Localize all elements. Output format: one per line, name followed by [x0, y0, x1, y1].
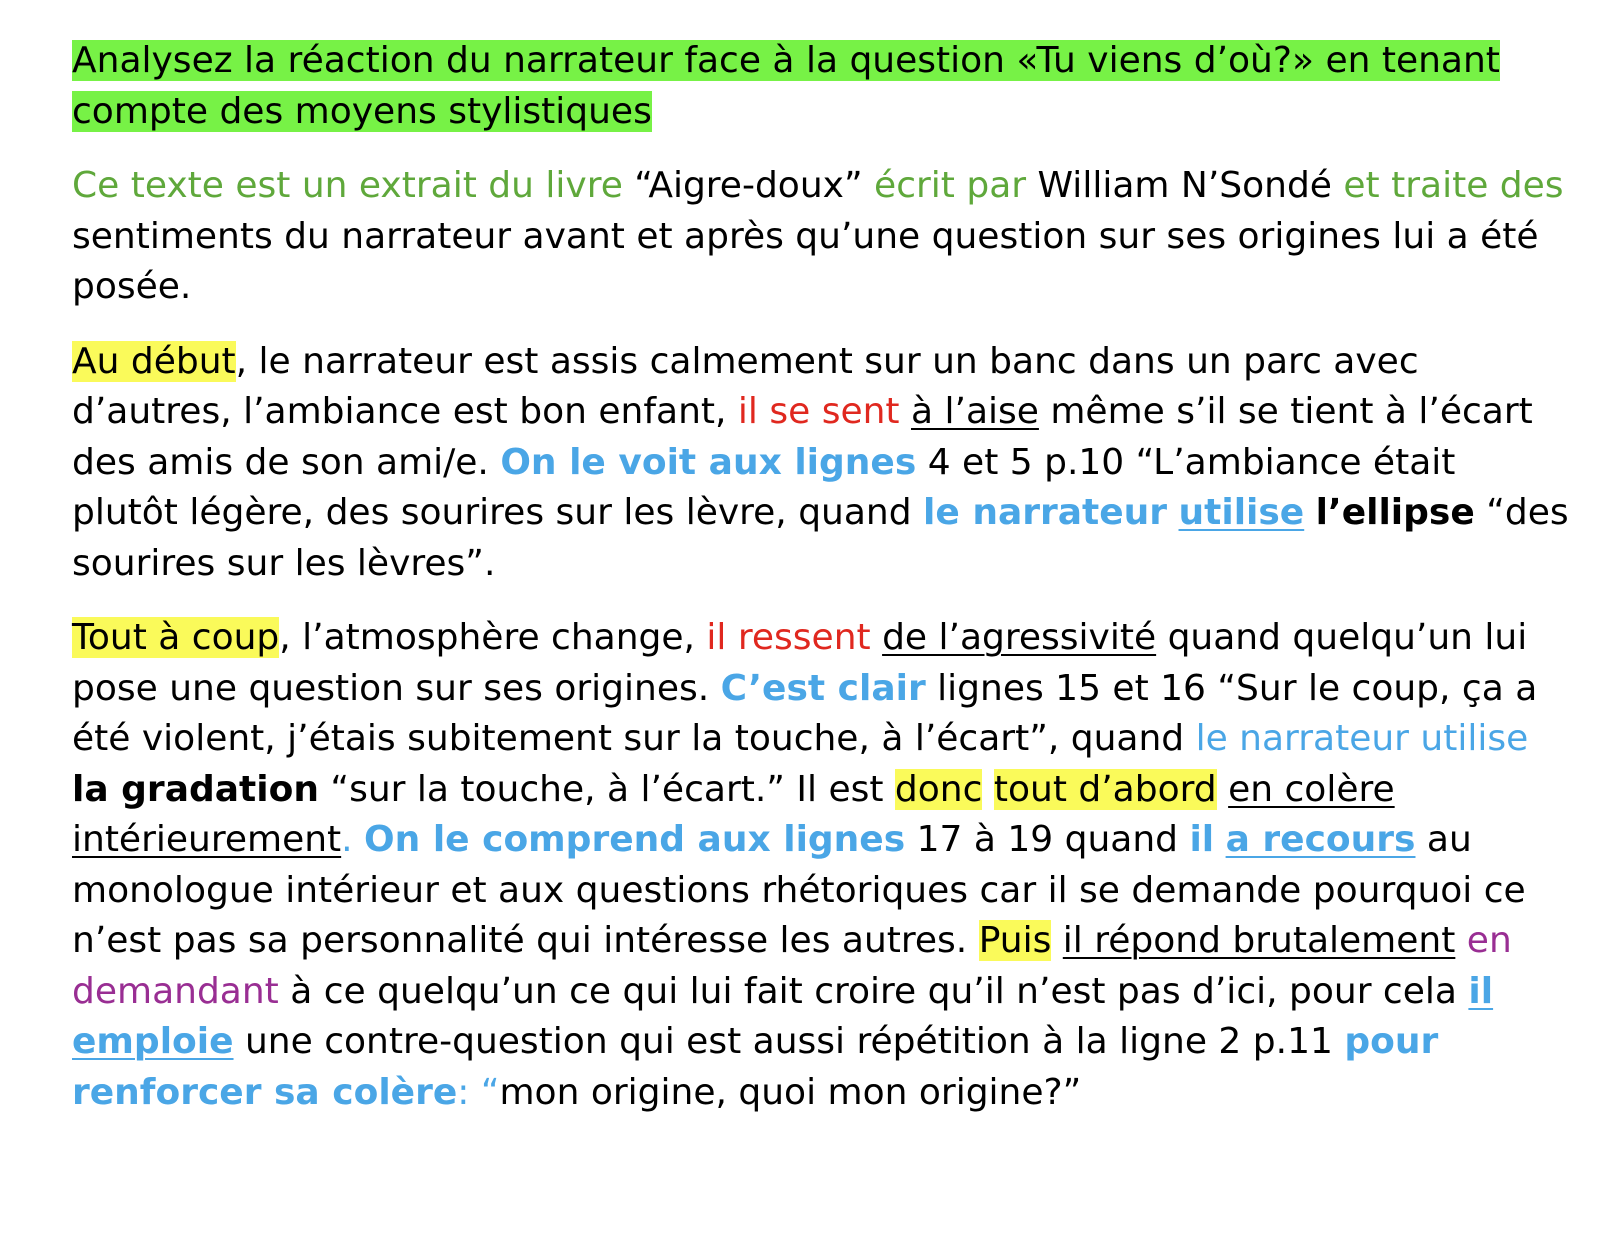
analysis-verb: emploie — [72, 1021, 234, 1062]
highlighted-question: Analysez la réaction du narrateur face à la question «Tu viens d’où?» en tenant compte des moyens stylistiques — [72, 40, 1500, 132]
analysis-phrase: il — [1189, 819, 1215, 860]
question-heading — [72, 36, 1572, 137]
intro-phrase: écrit par — [874, 165, 1027, 206]
connector-highlight: donc — [894, 768, 983, 810]
body-text: , le narrateur est assis calmement sur un banc dans un parc avec d’autres, l’ambiance est bon enfant, — [72, 340, 1419, 432]
punctuation: : “ — [457, 1071, 500, 1113]
evidence-phrase: C’est clair — [720, 667, 926, 709]
body-text: à ce quelqu’un ce qui lui fait croire qu’il n’est pas d’ici, pour cela — [278, 970, 1469, 1012]
analysis-verb: a recours — [1225, 819, 1416, 860]
body-text: “des sourires sur les lèvres”. — [72, 492, 1569, 584]
body-text: une contre-question qui est aussi répétition à la ligne 2 p.11 — [233, 1021, 1345, 1062]
body-text: “sur la touche, à l’écart.” Il est — [318, 768, 895, 810]
punctuation: . — [341, 819, 365, 860]
paragraph-tout-a-coup — [72, 613, 1572, 1118]
connector-highlight: tout d’abord — [993, 768, 1217, 810]
spacer-text — [982, 769, 993, 810]
body-text: au monologue intérieur et aux questions rhétoriques car il se demande pourquoi ce n’est pas sa personnalité qui intéresse les autres. — [72, 819, 1526, 961]
spacer-text — [1455, 920, 1466, 961]
spacer-text — [871, 617, 882, 658]
spacer-text — [1217, 769, 1228, 810]
evidence-phrase: On le comprend aux lignes — [364, 819, 906, 860]
analysis-phrase: il — [1468, 970, 1494, 1012]
body-text: 4 et 5 p.10 “L’ambiance était plutôt légère, des sourires sur les lèvre, quand — [72, 441, 1456, 533]
body-text: lignes 15 et 16 “Sur le coup, ça a été violent, j’étais subitement sur la touche, à l’écart”, quand — [72, 667, 1538, 759]
analysis-phrase: le narrateur — [923, 492, 1168, 533]
body-text: même s’il se tient à l’écart des amis de son ami/e. — [72, 391, 1533, 483]
intro-phrase: et traite des — [1343, 165, 1564, 206]
quotation: mon origine, quoi mon origine?” — [499, 1071, 1082, 1113]
evidence-phrase: On le voit aux lignes — [500, 441, 917, 483]
body-text: quand quelqu’un lui pose une question sur ses origines. — [72, 617, 1528, 709]
feeling-verb: il se sent — [737, 391, 900, 432]
intro-text: sentiments du narrateur avant et après qu’une question sur ses origines lui a été posée. — [72, 215, 1539, 307]
book-title: “Aigre-doux” — [622, 165, 875, 206]
purpose-phrase: pour renforcer sa colère — [72, 1021, 1439, 1113]
spacer-text — [1214, 819, 1225, 860]
connector-highlight: Puis — [978, 920, 1052, 961]
intro-phrase: Ce texte est un extrait du livre — [72, 165, 623, 206]
intro-paragraph — [72, 161, 1572, 313]
connector-highlight: Au début — [72, 340, 236, 382]
document-body — [72, 36, 1572, 1118]
paragraph-debut — [72, 337, 1572, 590]
feeling-underlined: intérieurement — [72, 819, 342, 860]
reaction-underlined: il répond brutalement — [1062, 920, 1456, 961]
spacer-text — [1051, 920, 1062, 961]
gerund-phrase: en demandant — [72, 920, 1512, 1012]
analysis-phrase: le narrateur utilise — [1195, 718, 1529, 759]
feeling-underlined: de l’agressivité — [882, 617, 1157, 658]
feeling-underlined: en colère — [1228, 768, 1395, 810]
body-text: , l’atmosphère change, — [279, 617, 707, 658]
feeling-underlined: à l’aise — [911, 391, 1039, 432]
author-name: William N’Sondé — [1026, 165, 1344, 206]
spacer-text — [1167, 492, 1178, 533]
stylistic-device: l’ellipse — [1315, 492, 1475, 533]
spacer-text — [900, 391, 911, 432]
feeling-verb: il ressent — [706, 617, 871, 658]
body-text: 17 à 19 quand — [905, 819, 1190, 860]
connector-highlight: Tout à coup — [72, 617, 280, 658]
analysis-verb: utilise — [1178, 492, 1305, 533]
spacer-text — [1304, 492, 1315, 533]
stylistic-device: la gradation — [72, 768, 319, 810]
